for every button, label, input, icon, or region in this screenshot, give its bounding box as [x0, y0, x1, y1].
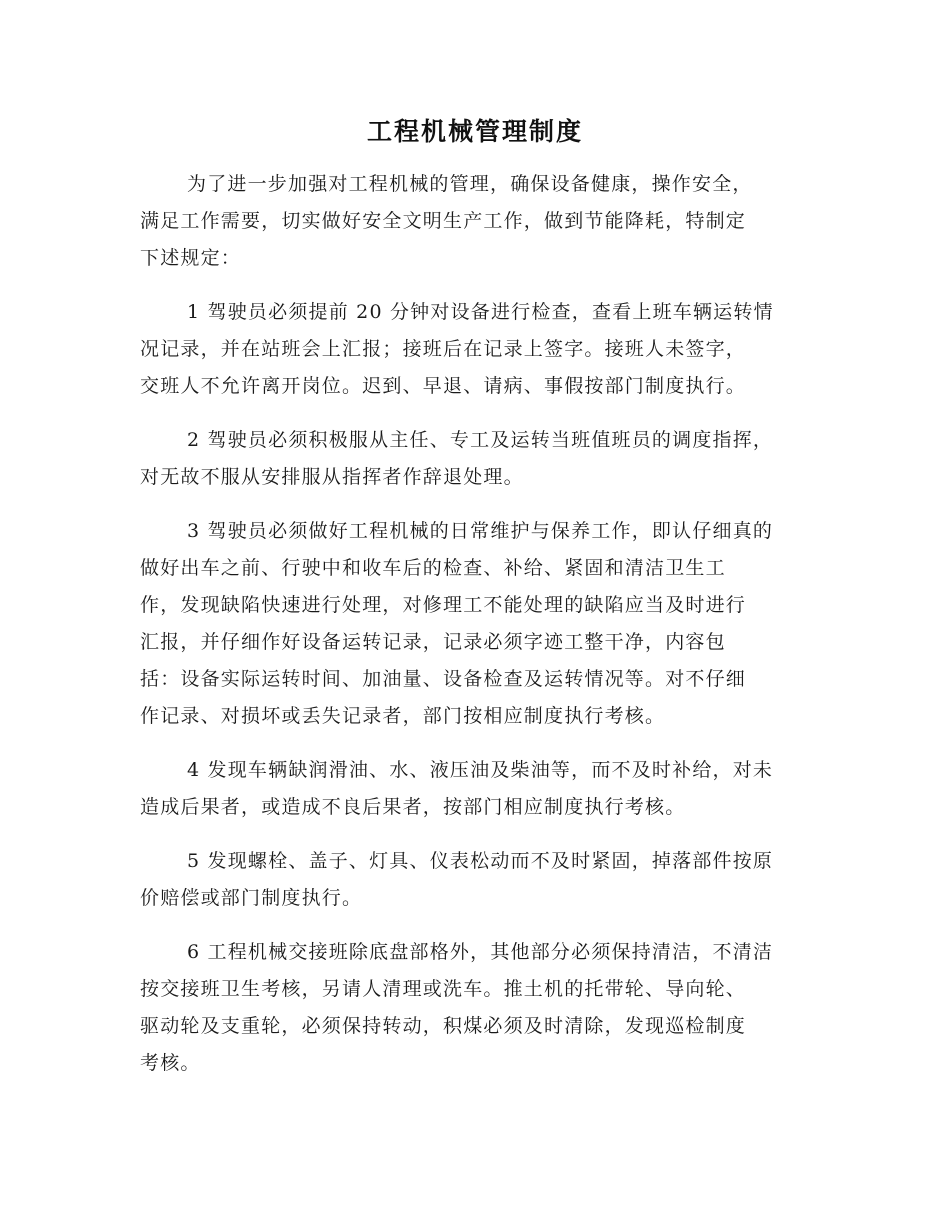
- paragraph-line: 造成后果者，或造成不良后果者，按部门相应制度执行考核。: [140, 796, 686, 818]
- paragraph-rule-6: [140, 934, 812, 1082]
- document-title: 工程机械管理制度: [366, 117, 583, 146]
- paragraph-line: 考核。: [140, 1052, 201, 1074]
- paragraph-rule-5: [140, 843, 812, 917]
- paragraph-rule-2: [140, 422, 812, 496]
- paragraph-line: 驱动轮及支重轮，必须保持转动，积煤必须及时清除，发现巡检制度: [140, 1015, 747, 1037]
- paragraph-line: 况记录，并在站班会上汇报；接班后在记录上签字。接班人未签字，: [140, 338, 747, 360]
- paragraph-line: 做好出车之前、行驶中和收车后的检查、补给、紧固和清洁卫生工: [140, 557, 726, 579]
- paragraph-line: 作记录、对损坏或丢失记录者，部门按相应制度执行考核。: [140, 705, 666, 727]
- paragraph-line: 下述规定：: [140, 247, 242, 269]
- paragraph-line: 满足工作需要，切实做好安全文明生产工作，做到节能降耗，特制定: [140, 210, 747, 232]
- paragraph-line: 作，发现缺陷快速进行处理，对修理工不能处理的缺陷应当及时进行: [140, 594, 747, 616]
- paragraph-intro: [140, 166, 812, 277]
- paragraph-rule-4: [140, 752, 812, 826]
- paragraph-line: 按交接班卫生考核，另请人清理或洗车。推土机的托带轮、导向轮、: [140, 978, 747, 1000]
- paragraph-line: 5 发现螺栓、盖子、灯具、仪表松动而不及时紧固，掉落部件按原: [187, 850, 774, 872]
- paragraph-line: 对无故不服从安排服从指挥者作辞退处理。: [140, 466, 524, 488]
- paragraph-line: 4 发现车辆缺润滑油、水、液压油及柴油等，而不及时补给，对未: [187, 759, 774, 781]
- paragraph-line: 价赔偿或部门制度执行。: [140, 887, 363, 909]
- paragraph-line: 为了进一步加强对工程机械的管理，确保设备健康，操作安全，: [187, 173, 753, 195]
- paragraph-rule-3: [140, 513, 812, 735]
- document-body: [140, 166, 812, 1099]
- paragraph-line: 6 工程机械交接班除底盘部格外，其他部分必须保持清洁，不清洁: [187, 941, 774, 963]
- paragraph-line: 3 驾驶员必须做好工程机械的日常维护与保养工作，即认仔细真的: [187, 520, 774, 542]
- paragraph-line: 2 驾驶员必须积极服从主任、专工及运转当班值班员的调度指挥，: [187, 429, 774, 451]
- paragraph-rule-1: [140, 294, 812, 405]
- paragraph-line: 1 驾驶员必须提前 20 分钟对设备进行检查，查看上班车辆运转情: [187, 301, 774, 323]
- paragraph-line: 括：设备实际运转时间、加油量、设备检查及运转情况等。对不仔细: [140, 668, 747, 690]
- paragraph-line: 交班人不允许离开岗位。迟到、早退、请病、事假按部门制度执行。: [140, 375, 747, 397]
- paragraph-line: 汇报，并仔细作好设备运转记录，记录必须字迹工整干净，内容包: [140, 631, 726, 653]
